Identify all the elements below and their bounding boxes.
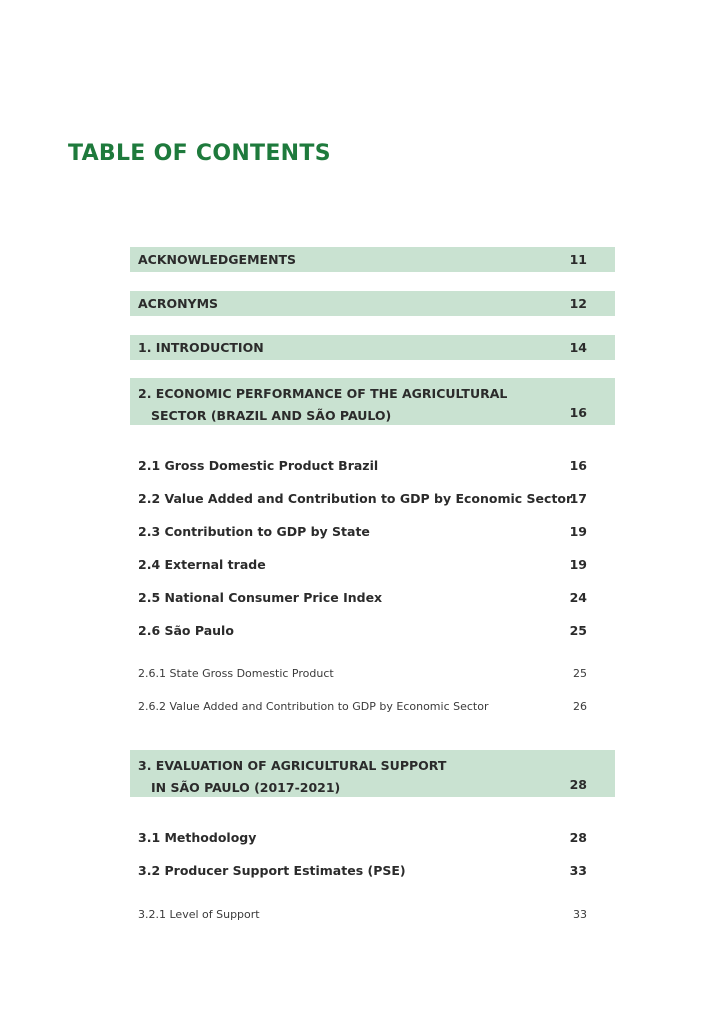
page-title: TABLE OF CONTENTS xyxy=(68,141,331,166)
toc-entry-label: ACRONYMS xyxy=(138,296,219,311)
toc-section-acronyms[interactable] xyxy=(130,291,615,316)
toc-entry-3-2-1[interactable] xyxy=(130,907,615,923)
toc-entry-label: 2.3 Contribution to GDP by State xyxy=(138,524,370,539)
toc-entry-page: 16 xyxy=(569,458,587,473)
toc-section-evaluation-support[interactable] xyxy=(130,750,615,797)
toc-entry-label: 2.6.1 State Gross Domestic Product xyxy=(138,667,334,680)
toc-entry-label-line1: 3. EVALUATION OF AGRICULTURAL SUPPORT xyxy=(138,758,447,773)
toc-entry-page: 14 xyxy=(569,340,587,355)
toc-entry-page: 25 xyxy=(569,623,587,638)
toc-entry-page: 25 xyxy=(573,667,587,680)
toc-entry-2-3[interactable] xyxy=(130,523,615,541)
toc-entry-label: 2.5 National Consumer Price Index xyxy=(138,590,383,605)
toc-entry-page: 24 xyxy=(569,590,587,605)
toc-entry-2-1[interactable] xyxy=(130,457,615,475)
toc-entry-2-6-2[interactable] xyxy=(130,699,615,715)
toc-entry-label-line1: 2. ECONOMIC PERFORMANCE OF THE AGRICULTURAL xyxy=(138,386,508,401)
toc-entry-page: 11 xyxy=(569,252,587,267)
toc-section-acknowledgements[interactable] xyxy=(130,247,615,272)
toc-entry-label xyxy=(138,755,446,799)
toc-entry-page: 17 xyxy=(569,491,587,506)
toc-entry-page: 33 xyxy=(569,863,587,878)
toc-entry-label: 2.6 São Paulo xyxy=(138,623,234,638)
toc-entry-label xyxy=(138,383,507,427)
toc-entry-label: 2.1 Gross Domestic Product Brazil xyxy=(138,458,379,473)
toc-entry-page: 16 xyxy=(569,405,587,420)
toc-entry-3-2[interactable] xyxy=(130,862,615,880)
toc-entry-label: 1. INTRODUCTION xyxy=(138,340,264,355)
toc-entry-label: 2.2 Value Added and Contribution to GDP by Economic Sector xyxy=(138,491,573,506)
toc-entry-3-1[interactable] xyxy=(130,829,615,847)
toc-entry-label: 3.1 Methodology xyxy=(138,830,257,845)
toc-section-introduction[interactable] xyxy=(130,335,615,360)
toc-entry-page: 28 xyxy=(569,777,587,792)
toc-entry-page: 19 xyxy=(569,557,587,572)
toc-entry-2-2[interactable] xyxy=(130,490,615,508)
toc-entry-2-6[interactable] xyxy=(130,622,615,640)
toc-entry-label-line2: SECTOR (BRAZIL AND SÃO PAULO) xyxy=(151,408,392,423)
toc-entry-page: 12 xyxy=(569,296,587,311)
toc-section-economic-performance[interactable] xyxy=(130,378,615,425)
toc-entry-page: 19 xyxy=(569,524,587,539)
toc-entry-2-4[interactable] xyxy=(130,556,615,574)
toc-entry-label-line2: IN SÃO PAULO (2017-2021) xyxy=(151,780,341,795)
toc-entry-label: 3.2.1 Level of Support xyxy=(138,908,260,921)
toc-entry-label: 2.6.2 Value Added and Contribution to GDP by Economic Sector xyxy=(138,700,489,713)
toc-entry-page: 28 xyxy=(569,830,587,845)
toc-entry-page: 26 xyxy=(573,700,587,713)
toc-entry-label: ACKNOWLEDGEMENTS xyxy=(138,252,297,267)
toc-entry-2-5[interactable] xyxy=(130,589,615,607)
toc-entry-2-6-1[interactable] xyxy=(130,666,615,682)
toc-entry-page: 33 xyxy=(573,908,587,921)
toc-entry-label: 3.2 Producer Support Estimates (PSE) xyxy=(138,863,406,878)
toc-entry-label: 2.4 External trade xyxy=(138,557,266,572)
